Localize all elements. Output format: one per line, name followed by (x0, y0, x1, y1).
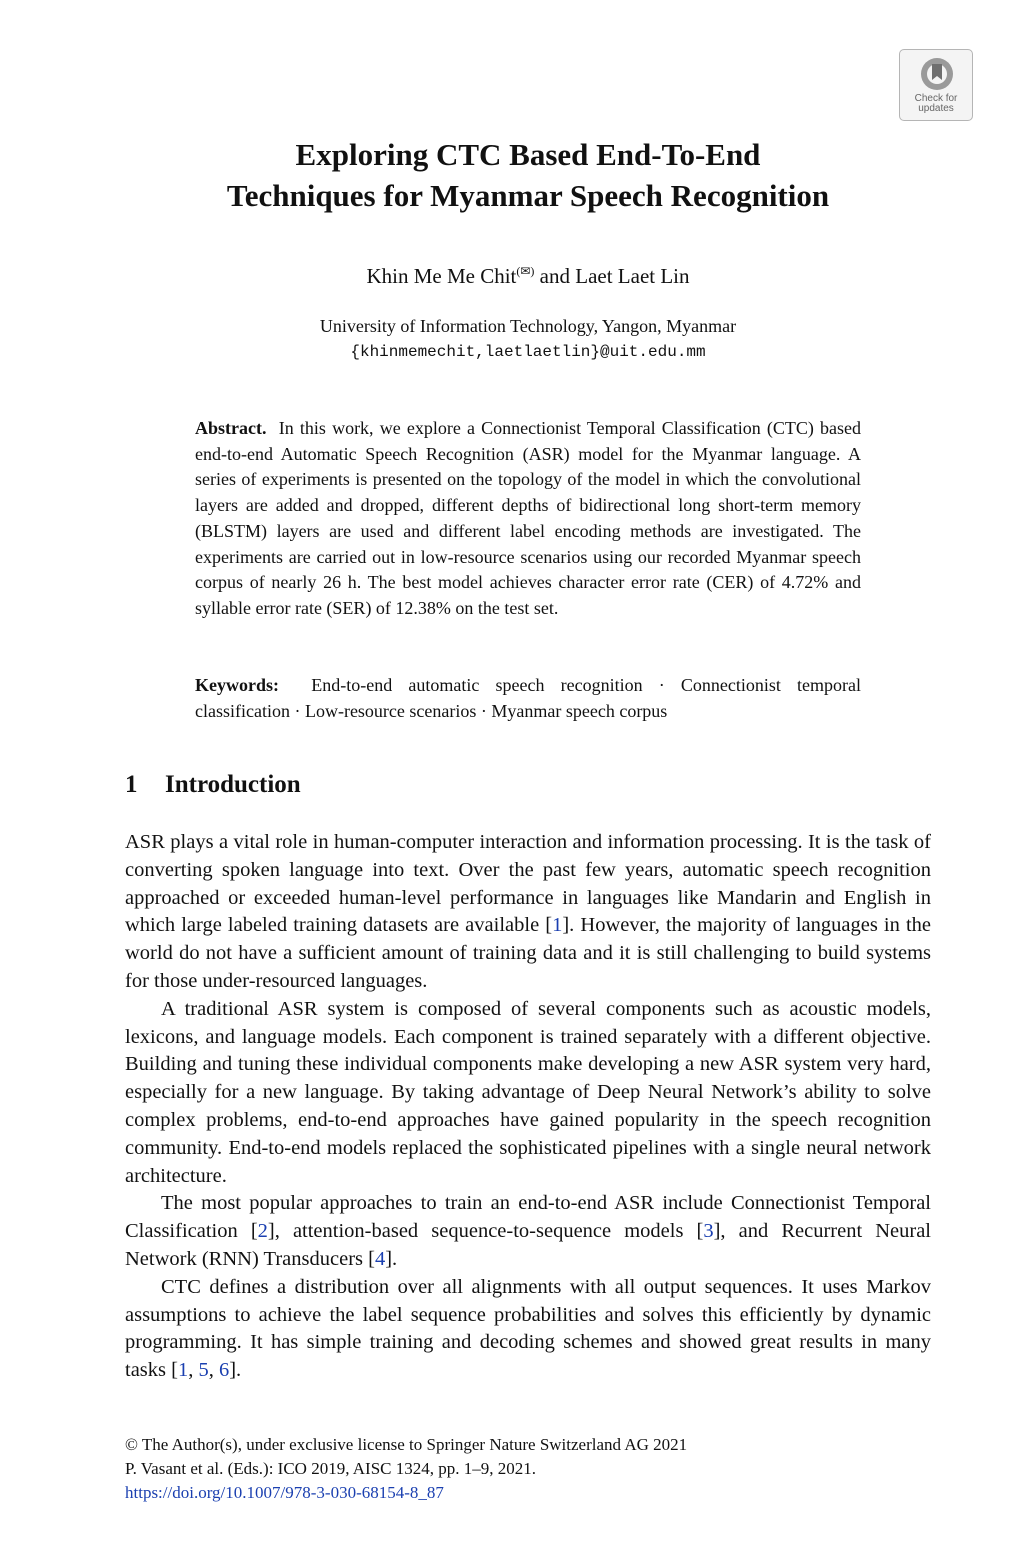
paragraph-3-text-end: ]. (385, 1247, 398, 1270)
abstract-label: Abstract. (195, 418, 267, 438)
page-footer (125, 1433, 931, 1505)
paragraph-3-text: ], and Recurrent Neural Network (RNN) Transducers [ (125, 1220, 932, 1270)
paragraph-3-text: ], attention-based sequence-to-sequence models [ (267, 1220, 704, 1243)
title-line-2: Techniques for Myanmar Speech Recognition (226, 178, 830, 213)
section-number: 1 (125, 771, 138, 798)
citation-link[interactable]: 6 (218, 1359, 230, 1382)
paragraph-4-text: CTC defines a distribution over all alignments with all output sequences. It uses Markov assumptions to achieve the label sequence probabilities and solves this efficiently by dynamic programming. It has simple training and decoding schemes and showed great results in many tasks [ (125, 1275, 931, 1382)
badge-line-2: updates (918, 103, 954, 114)
paragraph-1-text-end: ]. However, the majority of languages in the world do not have a sufficient amount of training data and it is still challenging to build systems for those under-resourced languages. (125, 914, 931, 992)
section-heading (125, 769, 301, 801)
citation-link[interactable]: 4 (374, 1247, 386, 1270)
citation-link[interactable]: 3 (703, 1220, 714, 1243)
citation-link[interactable]: 2 (257, 1220, 268, 1243)
check-for-updates-badge[interactable] (899, 49, 973, 121)
introduction-body (125, 829, 931, 1385)
author-email: {khinmemechit,laetlaetlin}@uit.edu.mm (350, 343, 706, 361)
citation-link[interactable]: 1 (552, 914, 563, 937)
citation-link[interactable]: 1 (177, 1359, 189, 1382)
paragraph-4 (125, 1274, 931, 1385)
paper-title (120, 134, 936, 216)
paragraph-3 (125, 1190, 931, 1273)
badge-line-1: Check for (914, 93, 958, 104)
paragraph-1 (125, 829, 931, 996)
author-separator: and (534, 264, 576, 288)
crossmark-icon (919, 56, 955, 92)
keywords-text: End-to-end automatic speech recognition · Connectionist temporal classification · Low-resource scenarios · Myanmar speech corpus (195, 675, 862, 721)
doi-link[interactable]: https://doi.org/10.1007/978-3-030-68154-8_87 (125, 1483, 444, 1502)
badge-text (900, 94, 972, 114)
affiliation: University of Information Technology, Yangon, Myanmar (319, 316, 737, 336)
paragraph-4-text-end: ]. (229, 1359, 242, 1382)
citation-link[interactable]: 5 (198, 1359, 209, 1382)
keywords (195, 673, 861, 724)
paragraph-3-text: The most popular approaches to train an end-to-end ASR include Connectionist Temporal Classification [ (125, 1192, 931, 1243)
citation-separator: , (188, 1359, 199, 1382)
section-title: Introduction (165, 771, 301, 798)
corresponding-author-envelope-icon: (✉) (516, 264, 535, 278)
abstract-text: In this work, we explore a Connectionist Temporal Classification (CTC) based end-to-end Automatic Speech Recognition (ASR) model for the Myanmar language. A series of experiments is presented on the topology of the model in which the convolutional layers are added and dropped, different depths of bidirectional long short-term memory (BLSTM) layers are used and different label encoding methods are investigated. The experiments are carried out in low-resource scenarios using our recorded Myanmar speech corpus of nearly 26 h. The best model achieves character error rate (CER) of 4.72% and syllable error rate (SER) of 12.38% on the test set. (195, 418, 862, 618)
author-name-2: Laet Laet Lin (575, 264, 690, 288)
citation-separator: , (208, 1359, 219, 1382)
abstract (195, 416, 861, 622)
citation-line: P. Vasant et al. (Eds.): ICO 2019, AISC 1324, pp. 1–9, 2021. (125, 1459, 536, 1478)
paragraph-2: A traditional ASR system is composed of several components such as acoustic models, lexicons, and language models. Each component is trained separately with a different objective. Building and tuning these individual components make developing a new ASR system very hard, especially for a new language. By taking advantage of Deep Neural Network’s ability to solve complex problems, end-to-end approaches have gained popularity in the speech recognition community. End-to-end models replaced the sophisticated pipelines with a single neural network architecture. (125, 997, 931, 1187)
title-line-1: Exploring CTC Based End-To-End (295, 137, 761, 172)
copyright-line: © The Author(s), under exclusive license to Springer Nature Switzerland AG 2021 (125, 1435, 688, 1454)
keywords-label: Keywords: (195, 675, 279, 695)
author-list (120, 262, 936, 293)
author-name-1: Khin Me Me Chit (366, 264, 517, 288)
paragraph-1-text: ASR plays a vital role in human-computer interaction and information processing. It is the task of converting spoken language into text. Over the past few years, automatic speech recognition approached or exceeded human-level performance in languages like Mandarin and English in which large labeled training datasets are available [ (125, 831, 931, 937)
